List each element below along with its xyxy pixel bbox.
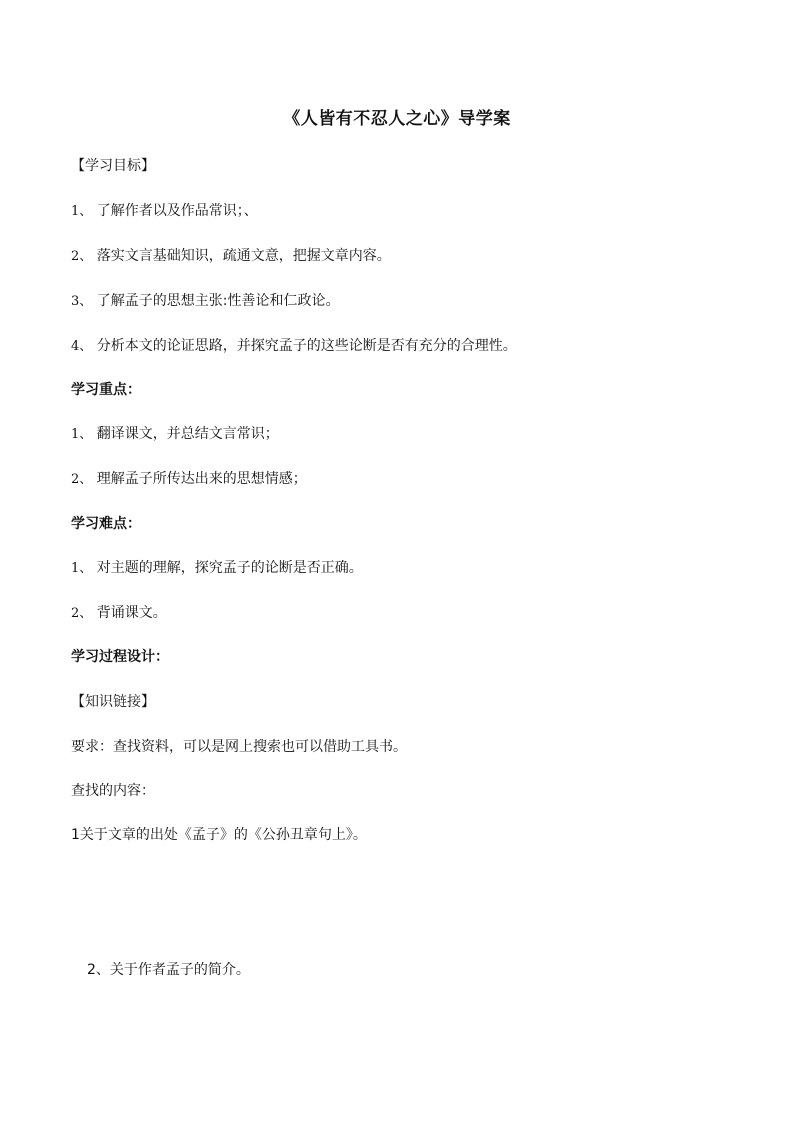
search-content-label: 查找的内容：: [71, 783, 155, 799]
objective-text: 分析本文的论证思路，并探究孟子的这些论断是否有充分的合理性。: [96, 338, 517, 354]
key-point-item: [71, 424, 279, 445]
key-point-text: 翻译课文，并总结文言常识；: [96, 426, 279, 442]
item-source: 1关于文章的出处《孟子》的《公孙丑章句上》。: [71, 827, 367, 843]
difficulty-number: 2、: [71, 606, 93, 621]
knowledge-heading: 【知识链接】: [71, 694, 155, 710]
objective-text: 了解孟子的思想主张:性善论和仁政论。: [96, 293, 340, 309]
document-title: 《人皆有不忍人之心》导学案: [283, 109, 511, 129]
requirement-text: 要求：查找资料，可以是网上搜索也可以借助工具书。: [71, 739, 407, 755]
objective-item: [71, 246, 391, 267]
difficulty-number: 1、: [71, 561, 93, 576]
key-point-number: 2、: [71, 472, 93, 487]
objectives-heading: 【学习目标】: [71, 158, 155, 174]
difficulty-item: [71, 603, 167, 624]
difficulty-text: 背诵课文。: [96, 605, 167, 621]
objective-text: 落实文言基础知识，疏通文意，把握文章内容。: [96, 248, 391, 264]
objective-number: 3、: [71, 294, 93, 309]
objective-number: 1、: [71, 204, 93, 219]
objective-item: [71, 336, 517, 357]
difficulties-heading: 学习难点：: [71, 516, 141, 532]
difficulty-item: [71, 558, 363, 579]
key-point-item: [71, 469, 307, 490]
item-author: 2、关于作者孟子的简介。: [87, 962, 250, 978]
key-point-number: 1、: [71, 427, 93, 442]
objective-text: 了解作者以及作品常识；、: [96, 203, 258, 219]
objective-number: 4、: [71, 339, 93, 354]
objective-item: [71, 291, 339, 312]
objective-number: 2、: [71, 249, 93, 264]
difficulty-text: 对主题的理解，探究孟子的论断是否正确。: [96, 560, 363, 576]
key-point-text: 理解孟子所传达出来的思想情感；: [96, 471, 307, 487]
key-points-heading: 学习重点：: [71, 382, 141, 398]
objective-item: [71, 201, 258, 222]
process-heading: 学习过程设计：: [71, 649, 169, 665]
